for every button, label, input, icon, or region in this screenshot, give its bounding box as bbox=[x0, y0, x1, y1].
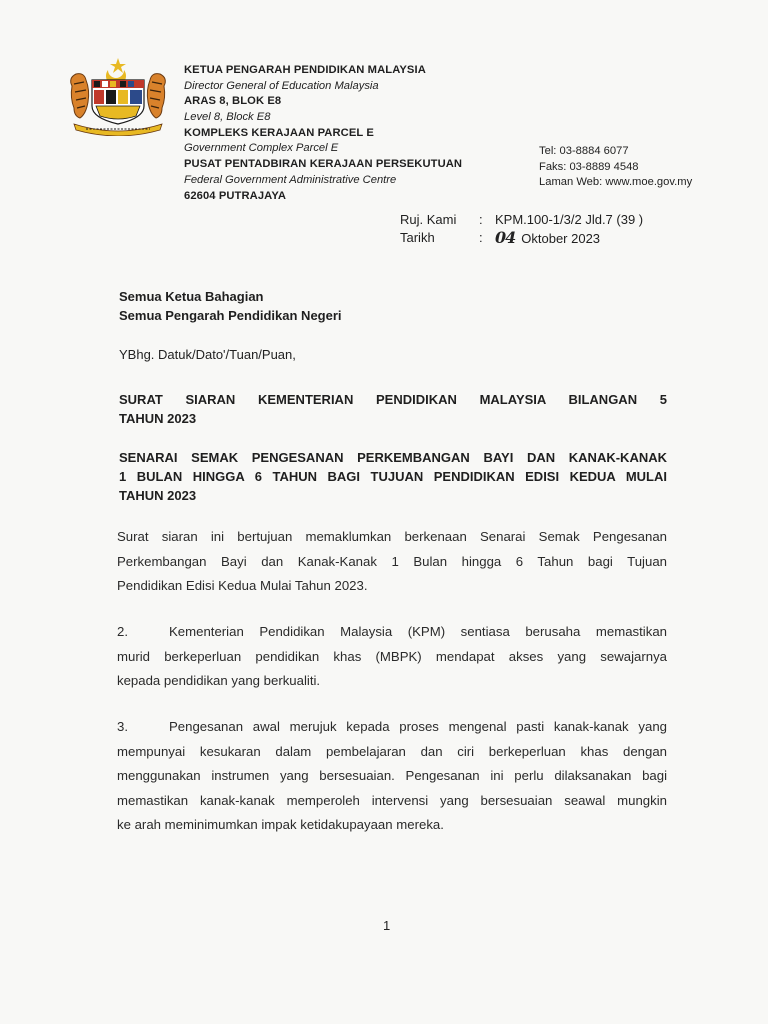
subject-line-3: TAHUN 2023 bbox=[119, 488, 197, 503]
paragraph-3-line-1-text: Pengesanan awal merujuk kepada proses mengenal pasti kanak-kanak yang bbox=[169, 719, 667, 734]
header-line-3: ARAS 8, BLOK E8 bbox=[184, 95, 282, 108]
reference-label: Ruj. Kami bbox=[400, 212, 457, 227]
fax: Faks: 03-8889 4548 bbox=[539, 160, 639, 173]
paragraph-2-line-2: murid berkeperluan pendidikan khas (MBPK) mendapat akses yang sewajarnya bbox=[117, 648, 667, 664]
paragraph-3-line-4: memastikan kanak-kanak memperoleh intervensi yang bersesuaian seawal mungkin bbox=[117, 792, 667, 808]
website: Laman Web: www.moe.gov.my bbox=[539, 176, 693, 189]
circular-title-line-2: TAHUN 2023 bbox=[119, 411, 197, 426]
addressee-line-2: Semua Pengarah Pendidikan Negeri bbox=[119, 308, 342, 323]
circular-title-line-1: SURAT SIARAN KEMENTERIAN PENDIDIKAN MALAYSIA BILANGAN 5 bbox=[119, 392, 667, 407]
addressees bbox=[119, 287, 342, 325]
header-line-5: KOMPLEKS KERAJAAN PARCEL E bbox=[184, 126, 374, 139]
paragraph-1-line-3: Pendidikan Edisi Kedua Mulai Tahun 2023. bbox=[117, 578, 368, 593]
reference-number: KPM.100-1/3/2 Jld.7 (39 ) bbox=[495, 212, 644, 227]
reference-colon: : bbox=[479, 212, 483, 227]
salutation: YBhg. Datuk/Dato'/Tuan/Puan, bbox=[119, 347, 296, 362]
header-line-9: 62604 PUTRAJAYA bbox=[184, 189, 287, 202]
header-line-8: Federal Government Administrative Centre bbox=[184, 173, 397, 186]
date-colon: : bbox=[479, 230, 483, 245]
subject-line-2: 1 BULAN HINGGA 6 TAHUN BAGI TUJUAN PENDIDIKAN EDISI KEDUA MULAI bbox=[119, 469, 667, 484]
paragraph-3-line-2: mempunyai kesukaran dalam pembelajaran dan ciri berkeperluan khas dengan bbox=[117, 743, 667, 759]
circular-title bbox=[119, 390, 667, 428]
paragraph-1 bbox=[117, 525, 667, 599]
header-line-6: Government Complex Parcel E bbox=[184, 142, 339, 155]
subject-line-1: SENARAI SEMAK PENGESANAN PERKEMBANGAN BAYI DAN KANAK-KANAK bbox=[119, 450, 667, 465]
paragraph-2-line-1-text: Kementerian Pendidikan Malaysia (KPM) sentiasa berusaha memastikan bbox=[169, 624, 667, 639]
paragraph-3-line-1 bbox=[117, 715, 667, 740]
date-month-year: Oktober 2023 bbox=[521, 231, 601, 246]
date-value bbox=[495, 229, 600, 248]
paragraph-3-line-3: menggunakan instrumen yang bersesuaian. Pengesanan ini perlu dilaksanakan bagi bbox=[117, 768, 667, 783]
paragraph-3-number: 3. bbox=[117, 719, 128, 734]
contact-block bbox=[539, 144, 692, 191]
malaysia-coat-of-arms-logo bbox=[64, 56, 172, 136]
telephone: Tel: 03-8884 6077 bbox=[539, 145, 629, 157]
paragraph-1-line-2: Perkembangan Bayi dan Kanak-Kanak 1 Bulan hingga 6 Tahun bagi Tujuan bbox=[117, 553, 667, 569]
date-label: Tarikh bbox=[400, 230, 435, 245]
handwritten-date-day: 04 bbox=[495, 228, 516, 247]
header-line-7: PUSAT PENTADBIRAN KERAJAAN PERSEKUTUAN bbox=[184, 158, 463, 171]
subject-heading bbox=[119, 448, 667, 505]
paragraph-2-line-1 bbox=[117, 620, 667, 645]
paragraph-3 bbox=[117, 715, 667, 838]
paragraph-2-line-3: kepada pendidikan yang berkualiti. bbox=[117, 673, 321, 688]
paragraph-1-line-1: Surat siaran ini bertujuan memaklumkan berkenaan Senarai Semak Pengesanan bbox=[117, 529, 667, 544]
paragraph-3-line-5: ke arah meminimumkan impak ketidakupayaan mereka. bbox=[117, 817, 444, 832]
header-line-4: Level 8, Block E8 bbox=[184, 111, 271, 124]
addressee-line-1: Semua Ketua Bahagian bbox=[119, 289, 264, 304]
header-line-1: KETUA PENGARAH PENDIDIKAN MALAYSIA bbox=[184, 64, 426, 76]
header-line-2: Director General of Education Malaysia bbox=[184, 79, 379, 92]
paragraph-2 bbox=[117, 620, 667, 694]
ministry-address-block bbox=[184, 63, 524, 204]
paragraph-2-number: 2. bbox=[117, 624, 128, 639]
page-number: 1 bbox=[383, 918, 391, 933]
